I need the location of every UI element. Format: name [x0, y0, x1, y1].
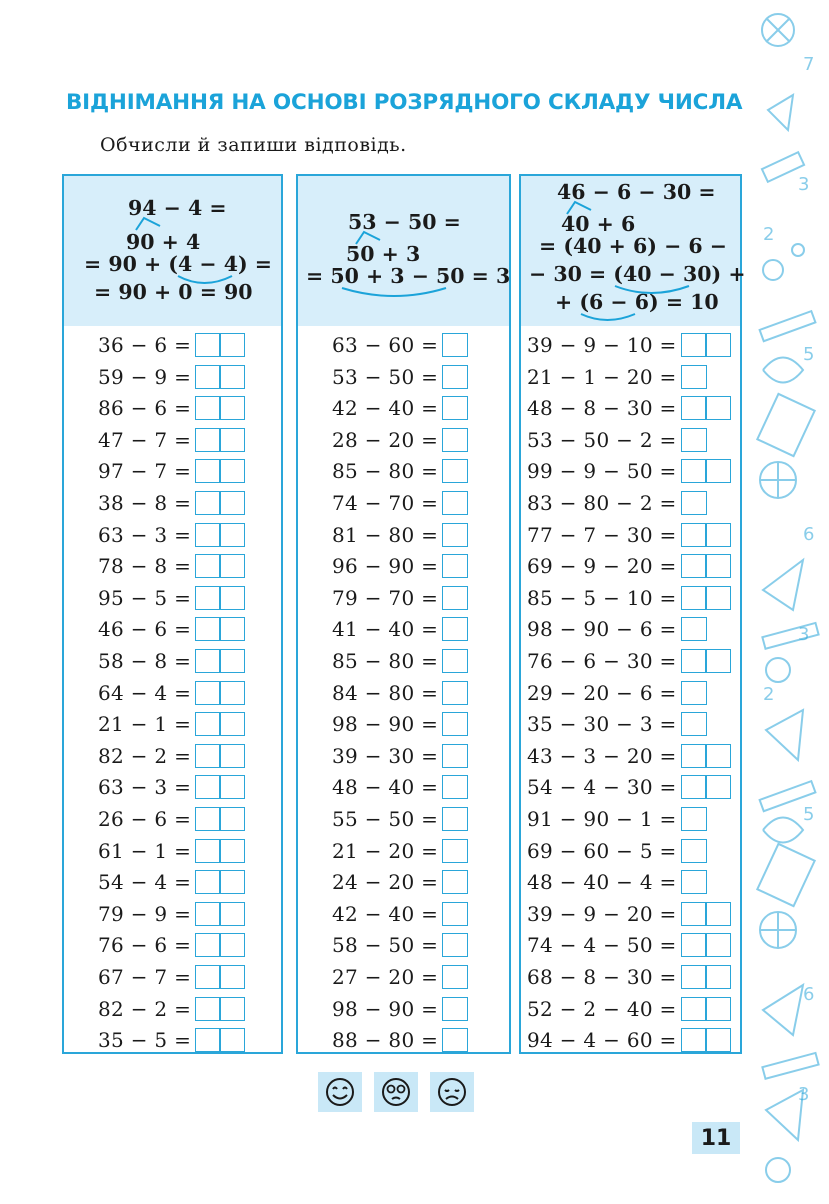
answer-box[interactable]	[442, 554, 468, 578]
answer-box[interactable]	[195, 333, 245, 357]
exercise-row	[98, 520, 245, 550]
exercise-column-3	[519, 174, 746, 1054]
exercise-row	[98, 772, 245, 802]
page-number: 11	[692, 1122, 740, 1154]
answer-box[interactable]	[681, 997, 731, 1021]
decorative-math-doodles	[748, 0, 829, 1200]
split-marker	[565, 200, 605, 216]
exercise-expression: 74 − 70 =	[332, 491, 439, 515]
exercise-expression: 21 − 1 − 20 =	[527, 364, 677, 389]
answer-box[interactable]	[442, 365, 468, 389]
answer-box[interactable]	[195, 586, 245, 610]
exercise-row	[527, 488, 707, 518]
sad-face-icon[interactable]	[430, 1072, 474, 1112]
exercise-row	[98, 614, 245, 644]
exercise-row	[527, 804, 707, 834]
exercise-expression: 58 − 8 =	[98, 649, 192, 673]
answer-box[interactable]	[681, 523, 731, 547]
exercise-row	[98, 899, 245, 929]
answer-box[interactable]	[681, 586, 731, 610]
answer-box[interactable]	[195, 870, 245, 894]
exercise-row	[98, 962, 245, 992]
answer-box[interactable]	[681, 933, 731, 957]
answer-box[interactable]	[681, 459, 731, 483]
exercise-row	[527, 962, 731, 992]
answer-box[interactable]	[442, 1028, 468, 1052]
exercise-row	[527, 393, 731, 423]
exercise-row	[332, 330, 468, 360]
exercise-expression: 52 − 2 − 40 =	[527, 996, 677, 1021]
exercise-expression: 76 − 6 − 30 =	[527, 649, 677, 673]
exercise-row	[98, 456, 245, 486]
answer-box[interactable]	[681, 681, 707, 705]
exercise-expression: 88 − 80 =	[332, 1028, 439, 1053]
answer-box[interactable]	[681, 870, 707, 894]
answer-box[interactable]	[442, 933, 468, 957]
example-line: = 90 + (4 − 4) =	[84, 252, 272, 276]
exercise-row	[332, 930, 468, 960]
exercise-column-2	[296, 174, 511, 1054]
exercise-row	[332, 804, 468, 834]
page-title: ВІДНІМАННЯ НА ОСНОВІ РОЗРЯДНОГО СКЛАДУ ЧИСЛА	[66, 90, 743, 115]
instruction-text: Обчисли й запиши відповідь.	[100, 134, 407, 156]
exercise-row	[332, 994, 468, 1024]
answer-box[interactable]	[681, 775, 731, 799]
answer-box[interactable]	[681, 965, 731, 989]
answer-box[interactable]	[681, 333, 731, 357]
answer-box[interactable]	[195, 396, 245, 420]
svg-text:2: 2	[763, 684, 775, 705]
answer-box[interactable]	[195, 428, 245, 452]
answer-box[interactable]	[195, 491, 245, 515]
split-marker	[134, 216, 174, 232]
exercise-row	[332, 393, 468, 423]
answer-box[interactable]	[681, 491, 707, 515]
exercise-expression: 48 − 8 − 30 =	[527, 396, 677, 421]
exercise-expression: 47 − 7 =	[98, 427, 192, 452]
answer-box[interactable]	[442, 491, 468, 515]
exercise-expression: 85 − 80 =	[332, 649, 439, 673]
exercise-row	[527, 994, 731, 1024]
exercise-row	[332, 614, 468, 644]
exercise-expression: 21 − 20 =	[332, 838, 439, 863]
answer-box[interactable]	[195, 681, 245, 705]
exercise-expression: 61 − 1 =	[98, 838, 192, 863]
exercise-expression: 58 − 50 =	[332, 933, 439, 958]
exercise-row	[527, 646, 731, 676]
exercise-expression: 39 − 9 − 20 =	[527, 901, 677, 926]
exercise-row	[98, 583, 245, 613]
exercise-row	[98, 867, 245, 897]
self-assessment-faces	[318, 1072, 474, 1112]
exercise-row	[527, 899, 731, 929]
exercise-expression: 55 − 50 =	[332, 807, 439, 831]
exercise-row	[527, 836, 707, 866]
exercise-expression: 74 − 4 − 50 =	[527, 933, 677, 958]
exercise-row	[332, 1025, 468, 1055]
exercise-expression: 39 − 30 =	[332, 743, 439, 768]
answer-box[interactable]	[681, 396, 731, 420]
svg-text:3: 3	[798, 174, 810, 195]
exercise-row	[332, 899, 468, 929]
answer-box[interactable]	[442, 807, 468, 831]
exercise-row	[527, 741, 731, 771]
exercise-expression: 39 − 9 − 10 =	[527, 333, 677, 357]
group-arc	[340, 286, 450, 298]
answer-box[interactable]	[195, 365, 245, 389]
exercise-row	[527, 362, 707, 392]
exercise-row	[527, 678, 707, 708]
answer-box[interactable]	[442, 333, 468, 357]
answer-box[interactable]	[195, 839, 245, 863]
exercise-row	[332, 583, 468, 613]
answer-box[interactable]	[195, 965, 245, 989]
example-panel-1	[64, 176, 281, 326]
example-line: − 30 = (40 − 30) +	[529, 262, 746, 286]
exercise-row	[527, 930, 731, 960]
exercise-row	[527, 520, 731, 550]
answer-box[interactable]	[442, 649, 468, 673]
answer-box[interactable]	[442, 744, 468, 768]
group-arc	[176, 274, 236, 286]
exercise-expression: 98 − 90 =	[332, 996, 439, 1021]
answer-box[interactable]	[681, 365, 707, 389]
answer-box[interactable]	[442, 617, 468, 641]
answer-box[interactable]	[195, 744, 245, 768]
svg-text:2: 2	[763, 224, 775, 245]
exercise-row	[332, 551, 468, 581]
example-line: = 50 + 3 − 50 = 3	[306, 264, 511, 288]
exercise-expression: 69 − 9 − 20 =	[527, 554, 677, 579]
exercise-expression: 77 − 7 − 30 =	[527, 522, 677, 547]
exercise-row	[98, 994, 245, 1024]
example-line: + (6 − 6) = 10	[555, 290, 719, 314]
svg-text:6: 6	[803, 984, 815, 1005]
split-marker	[354, 230, 394, 246]
answer-box[interactable]	[681, 617, 707, 641]
answer-box[interactable]	[195, 712, 245, 736]
svg-text:3: 3	[798, 624, 810, 645]
exercise-expression: 48 − 40 − 4 =	[527, 870, 677, 895]
answer-box[interactable]	[442, 712, 468, 736]
exercise-expression: 86 − 6 =	[98, 396, 192, 421]
answer-box[interactable]	[195, 933, 245, 957]
exercise-row	[332, 772, 468, 802]
exercise-expression: 94 − 4 − 60 =	[527, 1028, 677, 1053]
answer-box[interactable]	[681, 902, 731, 926]
answer-box[interactable]	[442, 775, 468, 799]
exercise-expression: 79 − 9 =	[98, 901, 192, 926]
answer-box[interactable]	[195, 807, 245, 831]
group-arc	[613, 284, 693, 296]
exercise-expression: 41 − 40 =	[332, 617, 439, 642]
answer-box[interactable]	[442, 870, 468, 894]
exercise-row	[527, 456, 731, 486]
exercise-expression: 85 − 5 − 10 =	[527, 585, 677, 610]
answer-box[interactable]	[681, 554, 731, 578]
exercise-expression: 98 − 90 =	[332, 712, 439, 737]
exercise-row	[332, 646, 468, 676]
answer-box[interactable]	[195, 1028, 245, 1052]
exercise-row	[527, 551, 731, 581]
answer-box[interactable]	[442, 965, 468, 989]
exercise-row	[332, 867, 468, 897]
answer-box[interactable]	[195, 775, 245, 799]
exercise-row	[332, 362, 468, 392]
answer-box[interactable]	[681, 649, 731, 673]
exercise-expression: 67 − 7 =	[98, 965, 192, 989]
exercise-expression: 46 − 6 =	[98, 617, 192, 642]
exercise-expression: 78 − 8 =	[98, 554, 192, 579]
exercise-expression: 95 − 5 =	[98, 585, 192, 610]
exercise-row	[332, 678, 468, 708]
exercise-row	[527, 709, 707, 739]
exercise-expression: 83 − 80 − 2 =	[527, 491, 677, 515]
exercise-row	[98, 930, 245, 960]
exercise-expression: 64 − 4 =	[98, 680, 192, 705]
exercise-expression: 82 − 2 =	[98, 743, 192, 768]
exercise-row	[527, 1025, 731, 1055]
exercise-row	[332, 836, 468, 866]
exercise-row	[98, 836, 245, 866]
exercise-row	[332, 709, 468, 739]
exercise-expression: 59 − 9 =	[98, 364, 192, 389]
exercise-expression: 38 − 8 =	[98, 491, 192, 515]
thinking-face-icon[interactable]	[374, 1072, 418, 1112]
exercise-expression: 98 − 90 − 6 =	[527, 617, 677, 642]
svg-text:5: 5	[803, 344, 815, 365]
svg-text:6: 6	[803, 524, 815, 545]
exercise-expression: 35 − 5 =	[98, 1028, 192, 1053]
example-line: 94 − 4 =	[128, 196, 227, 220]
exercise-expression: 48 − 40 =	[332, 775, 439, 800]
exercise-row	[98, 678, 245, 708]
exercise-expression: 26 − 6 =	[98, 807, 192, 831]
exercise-row	[527, 772, 731, 802]
svg-text:3: 3	[798, 1084, 810, 1105]
answer-box[interactable]	[195, 459, 245, 483]
answer-box[interactable]	[442, 428, 468, 452]
answer-box[interactable]	[681, 807, 707, 831]
exercise-expression: 99 − 9 − 50 =	[527, 459, 677, 484]
example-line: 46 − 6 − 30 =	[557, 180, 716, 204]
example-line: 53 − 50 =	[348, 210, 461, 234]
exercise-row	[98, 425, 245, 455]
example-hint: 40 + 6	[561, 212, 636, 236]
example-panel-3	[521, 176, 746, 326]
exercise-expression: 54 − 4 =	[98, 870, 192, 895]
exercise-expression: 63 − 3 =	[98, 775, 192, 800]
exercise-row	[98, 646, 245, 676]
exercise-expression: 43 − 3 − 20 =	[527, 743, 677, 768]
exercise-row	[527, 330, 731, 360]
exercise-row	[332, 962, 468, 992]
answer-box[interactable]	[195, 902, 245, 926]
exercise-row	[527, 425, 707, 455]
exercise-row	[98, 709, 245, 739]
exercise-expression: 96 − 90 =	[332, 554, 439, 579]
exercise-row	[98, 488, 245, 518]
answer-box[interactable]	[195, 523, 245, 547]
exercise-expression: 79 − 70 =	[332, 585, 439, 610]
exercise-expression: 28 − 20 =	[332, 427, 439, 452]
exercise-row	[98, 741, 245, 771]
exercise-expression: 69 − 60 − 5 =	[527, 838, 677, 863]
exercise-row	[527, 614, 707, 644]
example-line: = 90 + 0 = 90	[94, 280, 253, 304]
answer-box[interactable]	[442, 681, 468, 705]
answer-box[interactable]	[442, 839, 468, 863]
answer-box[interactable]	[442, 523, 468, 547]
answer-box[interactable]	[442, 459, 468, 483]
exercise-expression: 76 − 6 =	[98, 933, 192, 958]
exercise-expression: 82 − 2 =	[98, 996, 192, 1021]
exercise-expression: 24 − 20 =	[332, 870, 439, 895]
svg-text:7: 7	[803, 54, 815, 75]
exercise-expression: 53 − 50 − 2 =	[527, 427, 677, 452]
exercise-expression: 84 − 80 =	[332, 680, 439, 705]
exercise-expression: 97 − 7 =	[98, 459, 192, 484]
exercise-expression: 85 − 80 =	[332, 459, 439, 484]
exercise-row	[98, 1025, 245, 1055]
exercise-expression: 91 − 90 − 1 =	[527, 807, 677, 831]
answer-box[interactable]	[681, 839, 707, 863]
answer-box[interactable]	[195, 617, 245, 641]
answer-box[interactable]	[681, 744, 731, 768]
exercise-expression: 21 − 1 =	[98, 712, 192, 737]
exercise-expression: 81 − 80 =	[332, 522, 439, 547]
answer-box[interactable]	[442, 997, 468, 1021]
exercise-expression: 63 − 3 =	[98, 522, 192, 547]
answer-box[interactable]	[681, 712, 707, 736]
exercise-expression: 35 − 30 − 3 =	[527, 712, 677, 737]
exercise-expression: 27 − 20 =	[332, 965, 439, 989]
answer-box[interactable]	[195, 554, 245, 578]
example-hint: 90 + 4	[126, 230, 201, 254]
answer-box[interactable]	[195, 649, 245, 673]
example-hint: 50 + 3	[346, 242, 421, 266]
example-line: = (40 + 6) − 6 −	[539, 234, 727, 258]
exercise-expression: 54 − 4 − 30 =	[527, 775, 677, 800]
exercise-row	[98, 551, 245, 581]
answer-box[interactable]	[442, 396, 468, 420]
exercise-expression: 42 − 40 =	[332, 396, 439, 421]
group-arc	[579, 312, 639, 324]
answer-box[interactable]	[681, 428, 707, 452]
exercise-row	[332, 488, 468, 518]
answer-box[interactable]	[442, 902, 468, 926]
exercise-row	[332, 456, 468, 486]
answer-box[interactable]	[681, 1028, 731, 1052]
exercise-expression: 53 − 50 =	[332, 364, 439, 389]
exercise-row	[332, 741, 468, 771]
exercise-expression: 68 − 8 − 30 =	[527, 965, 677, 989]
exercise-row	[332, 520, 468, 550]
happy-face-icon[interactable]	[318, 1072, 362, 1112]
example-panel-2	[298, 176, 509, 326]
exercise-row	[527, 867, 707, 897]
answer-box[interactable]	[195, 997, 245, 1021]
exercise-row	[527, 583, 731, 613]
exercise-row	[98, 330, 245, 360]
exercise-row	[98, 393, 245, 423]
exercise-row	[98, 804, 245, 834]
svg-text:5: 5	[803, 804, 815, 825]
exercise-expression: 63 − 60 =	[332, 333, 439, 357]
answer-box[interactable]	[442, 586, 468, 610]
exercise-column-1	[62, 174, 283, 1054]
exercise-expression: 29 − 20 − 6 =	[527, 680, 677, 705]
exercise-expression: 36 − 6 =	[98, 333, 192, 357]
exercise-expression: 42 − 40 =	[332, 901, 439, 926]
exercise-row	[332, 425, 468, 455]
exercise-row	[98, 362, 245, 392]
